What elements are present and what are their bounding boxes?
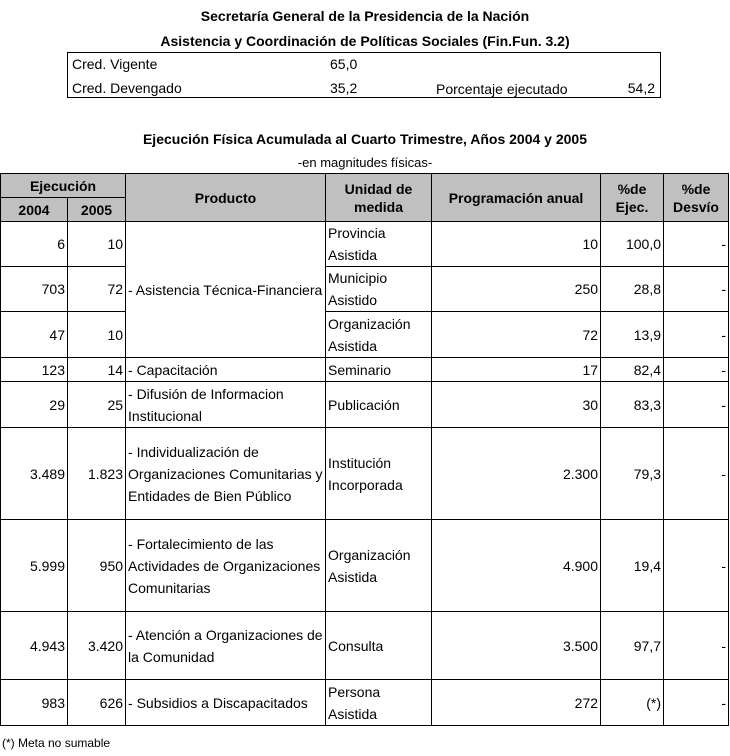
- cell-pct-ejec: 100,0: [601, 222, 664, 267]
- cell-programacion: 72: [432, 312, 601, 358]
- cell-pct-desvio: -: [664, 612, 729, 680]
- cell-2004: 4.943: [1, 612, 68, 680]
- cell-producto: - Subsidios a Discapacitados: [126, 680, 326, 726]
- page-title-line2: Asistencia y Coordinación de Políticas Sociales (Fin.Fun. 3.2): [160, 33, 570, 49]
- cell-unidad: Provincia Asistida: [326, 222, 432, 267]
- cell-unidad: Organización Asistida: [326, 312, 432, 358]
- cell-unidad: Publicación: [326, 382, 432, 428]
- cell-pct-ejec: 97,7: [601, 612, 664, 680]
- cell-2005: 72: [68, 267, 126, 312]
- table-row: [1, 382, 729, 428]
- credit-summary-box: [67, 52, 661, 98]
- cell-2005: 626: [68, 680, 126, 726]
- header-programacion: Programación anual: [432, 174, 601, 222]
- section-title: Ejecución Física Acumulada al Cuarto Trimestre, Años 2004 y 2005: [142, 131, 588, 147]
- cell-pct-desvio: -: [664, 428, 729, 520]
- cell-producto: - Capacitación: [126, 358, 326, 382]
- table-row: [1, 428, 729, 520]
- page-title-line1: Secretaría General de la Presidencia de la Nación: [200, 8, 530, 24]
- cell-2004: 123: [1, 358, 68, 382]
- table-row: [1, 222, 729, 267]
- cell-pct-desvio: -: [664, 382, 729, 428]
- cell-2004: 47: [1, 312, 68, 358]
- header-producto: Producto: [126, 174, 326, 222]
- cell-2005: 950: [68, 520, 126, 612]
- section-subtitle: -en magnitudes físicas-: [297, 155, 433, 170]
- cell-programacion: 17: [432, 358, 601, 382]
- cell-pct-desvio: -: [664, 267, 729, 312]
- cell-pct-desvio: -: [664, 520, 729, 612]
- cell-2005: 1.823: [68, 428, 126, 520]
- cred-devengado-label: Cred. Devengado: [72, 80, 182, 96]
- cell-2004: 5.999: [1, 520, 68, 612]
- table-row: [1, 680, 729, 726]
- table-row: [1, 612, 729, 680]
- cell-programacion: 272: [432, 680, 601, 726]
- cell-pct-desvio: -: [664, 358, 729, 382]
- table-row: [1, 358, 729, 382]
- cell-2005: 3.420: [68, 612, 126, 680]
- cell-2004: 29: [1, 382, 68, 428]
- execution-table: [0, 173, 729, 726]
- cell-producto: - Difusión de Informacion Institucional: [126, 382, 326, 428]
- cell-2005: 10: [68, 312, 126, 358]
- table-row: [1, 267, 729, 312]
- cell-pct-ejec: 19,4: [601, 520, 664, 612]
- cell-pct-desvio: -: [664, 222, 729, 267]
- cell-unidad: Persona Asistida: [326, 680, 432, 726]
- table-row: [1, 520, 729, 612]
- cell-programacion: 4.900: [432, 520, 601, 612]
- cell-producto: - Individualización de Organizaciones Comunitarias y Entidades de Bien Público: [126, 428, 326, 520]
- header-ejecucion: Ejecución: [1, 174, 126, 198]
- header-year-2005: 2005: [68, 198, 126, 222]
- cred-devengado-value: 35,2: [330, 80, 358, 96]
- header-unidad: Unidad de medida: [326, 174, 432, 222]
- cell-pct-desvio: -: [664, 312, 729, 358]
- header-year-2004: 2004: [1, 198, 68, 222]
- cell-programacion: 3.500: [432, 612, 601, 680]
- cell-unidad: Institución Incorporada: [326, 428, 432, 520]
- cred-vigente-label: Cred. Vigente: [72, 56, 158, 72]
- cell-pct-ejec: 79,3: [601, 428, 664, 520]
- cell-2005: 10: [68, 222, 126, 267]
- cell-producto: - Atención a Organizaciones de la Comunidad: [126, 612, 326, 680]
- cell-2004: 703: [1, 267, 68, 312]
- cell-unidad: Municipio Asistido: [326, 267, 432, 312]
- porcentaje-label: Porcentaje ejecutado: [436, 81, 568, 97]
- cell-programacion: 2.300: [432, 428, 601, 520]
- cell-unidad: Seminario: [326, 358, 432, 382]
- cell-pct-ejec: 82,4: [601, 358, 664, 382]
- cell-pct-ejec: (*): [601, 680, 664, 726]
- porcentaje-value: 54,2: [627, 80, 655, 96]
- cell-2005: 14: [68, 358, 126, 382]
- cell-programacion: 250: [432, 267, 601, 312]
- cell-pct-ejec: 83,3: [601, 382, 664, 428]
- header-pct-ejec: %de Ejec.: [601, 174, 664, 222]
- cred-vigente-value: 65,0: [330, 56, 358, 72]
- cell-2004: 3.489: [1, 428, 68, 520]
- cell-programacion: 10: [432, 222, 601, 267]
- header-pct-desvio: %de Desvío: [664, 174, 729, 222]
- cell-pct-ejec: 28,8: [601, 267, 664, 312]
- cell-producto: - Fortalecimiento de las Actividades de Organizaciones Comunitarias: [126, 520, 326, 612]
- cell-pct-desvio: -: [664, 680, 729, 726]
- cell-2004: 6: [1, 222, 68, 267]
- cell-pct-ejec: 13,9: [601, 312, 664, 358]
- table-row: [1, 312, 729, 358]
- cell-programacion: 30: [432, 382, 601, 428]
- cell-producto: - Asistencia Técnica-Financiera: [126, 222, 326, 358]
- cell-2005: 25: [68, 382, 126, 428]
- cell-unidad: Consulta: [326, 612, 432, 680]
- footnote: (*) Meta no sumable: [2, 736, 111, 750]
- cell-unidad: Organización Asistida: [326, 520, 432, 612]
- cell-2004: 983: [1, 680, 68, 726]
